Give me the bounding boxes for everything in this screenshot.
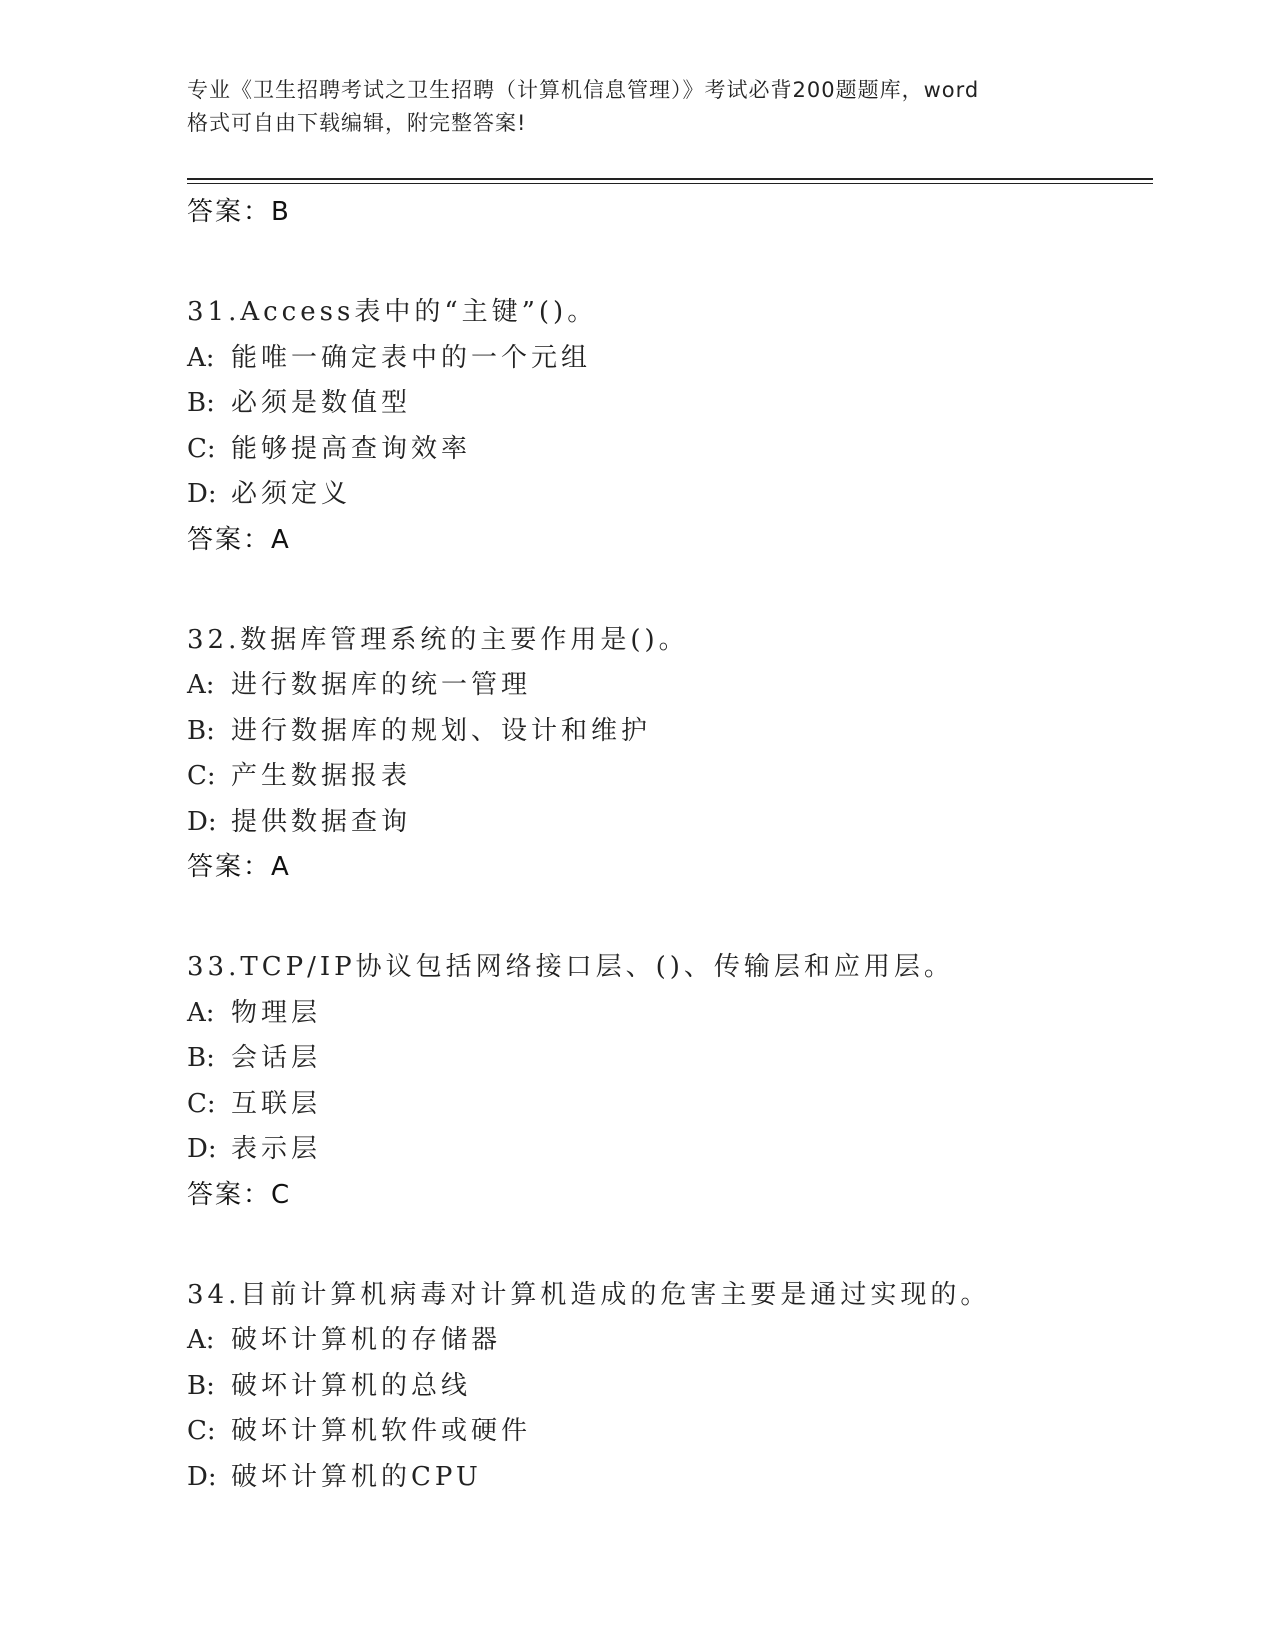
option-text: 进行数据库的规划、设计和维护 xyxy=(231,715,652,746)
question-answer: 答案：C xyxy=(187,1179,292,1210)
option-key: B: xyxy=(187,1370,215,1401)
header-line-1: 专业《卫生招聘考试之卫生招聘（计算机信息管理）》考试必背200题题库，word xyxy=(187,78,980,102)
option-key: C: xyxy=(187,1416,216,1446)
option-d xyxy=(187,472,1153,518)
option-text: 破坏计算机的CPU xyxy=(231,1461,482,1492)
option-text: 破坏计算机的存储器 xyxy=(231,1325,502,1355)
option-a xyxy=(187,336,1153,382)
question-text: 32.数据库管理系统的主要作用是()。 xyxy=(187,624,689,655)
option-b xyxy=(187,1036,1153,1082)
option-text: 能唯一确定表中的一个元组 xyxy=(231,342,592,373)
question-answer: 答案：A xyxy=(187,524,291,555)
question-31 xyxy=(187,290,1153,562)
question-32 xyxy=(187,618,1153,890)
option-key: C: xyxy=(187,761,216,791)
option-key: A: xyxy=(187,670,215,700)
question-text: 33.TCP/IP协议包括网络接口层、()、传输层和应用层。 xyxy=(187,952,954,982)
option-key: D: xyxy=(187,1134,217,1164)
option-key: A: xyxy=(187,1325,215,1355)
option-b xyxy=(187,1364,1153,1410)
question-answer: 答案：A xyxy=(187,852,291,882)
option-text: 破坏计算机的总线 xyxy=(231,1370,472,1401)
option-key: B: xyxy=(187,1043,215,1073)
page-header xyxy=(187,74,1087,140)
option-text: 产生数据报表 xyxy=(231,761,412,791)
option-d xyxy=(187,1127,1153,1173)
option-text: 破坏计算机软件或硬件 xyxy=(231,1416,532,1446)
option-d xyxy=(187,800,1153,846)
previous-answer: 答案：B xyxy=(187,197,291,227)
option-c xyxy=(187,754,1153,800)
question-33 xyxy=(187,945,1153,1217)
question-list xyxy=(187,190,1153,1500)
question-text: 34.目前计算机病毒对计算机造成的危害主要是通过实现的。 xyxy=(187,1279,991,1310)
header-divider-thin xyxy=(187,183,1153,184)
option-a xyxy=(187,1318,1153,1364)
question-34 xyxy=(187,1273,1153,1501)
header-divider-thick xyxy=(187,178,1153,180)
option-text: 表示层 xyxy=(231,1134,322,1164)
option-key: A: xyxy=(187,342,215,373)
option-d xyxy=(187,1455,1153,1501)
option-text: 互联层 xyxy=(231,1088,322,1119)
option-c xyxy=(187,1409,1153,1455)
option-text: 会话层 xyxy=(231,1043,322,1073)
option-key: B: xyxy=(187,715,215,746)
option-text: 必须是数值型 xyxy=(231,388,412,418)
option-b xyxy=(187,709,1153,755)
option-text: 进行数据库的统一管理 xyxy=(231,670,532,700)
option-text: 必须定义 xyxy=(231,479,352,509)
header-line-2: 格式可自由下载编辑，附完整答案! xyxy=(187,111,527,135)
question-text: 31.Access表中的“主键”()。 xyxy=(187,297,598,327)
option-text: 能够提高查询效率 xyxy=(231,433,472,464)
option-key: C: xyxy=(187,433,216,464)
option-key: B: xyxy=(187,388,215,418)
option-a xyxy=(187,991,1153,1037)
option-key: D: xyxy=(187,479,217,509)
option-c xyxy=(187,427,1153,473)
option-c xyxy=(187,1082,1153,1128)
option-key: A: xyxy=(187,997,215,1028)
option-key: C: xyxy=(187,1088,216,1119)
option-text: 物理层 xyxy=(231,997,322,1028)
option-a xyxy=(187,663,1153,709)
option-text: 提供数据查询 xyxy=(231,806,412,837)
option-b xyxy=(187,381,1153,427)
option-key: D: xyxy=(187,806,217,837)
option-key: D: xyxy=(187,1461,217,1492)
